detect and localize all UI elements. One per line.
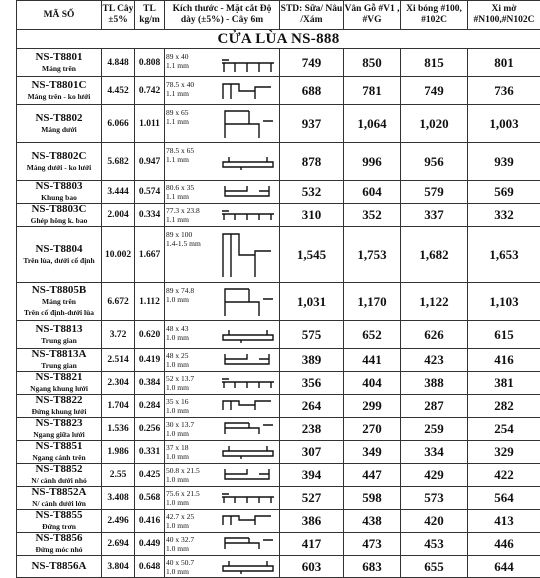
weight-bar: 2.55: [102, 464, 135, 487]
profile-thickness: 1.1 mm: [166, 117, 212, 126]
profile-thickness: 1.1 mm: [166, 61, 212, 70]
profile-thickness: 1.1 mm: [166, 89, 212, 98]
dimension-cell: [165, 49, 280, 77]
dimension-text: [166, 558, 212, 576]
product-code-cell: [17, 321, 102, 349]
col-van-go: Vân Gỗ #V1 , #VG: [344, 1, 401, 30]
product-name: Máng dưới - ko lưới: [17, 162, 101, 173]
price-van-go: 270: [344, 418, 401, 441]
weight-kgm: 0.384: [135, 372, 165, 395]
price-xi-mo: 801: [468, 49, 540, 77]
product-code: NS-T8852: [17, 464, 101, 475]
dimension-cell: [165, 510, 280, 533]
price-xi-mo: 381: [468, 372, 540, 395]
dimension-text: [166, 52, 212, 70]
product-name: Đứng khung lưới: [17, 406, 101, 417]
dimension-text: [166, 535, 212, 553]
product-code-cell: [17, 487, 102, 510]
weight-bar: 6.066: [102, 105, 135, 143]
table-row: [17, 487, 540, 510]
price-xi-bong: 429: [401, 464, 468, 487]
product-code-cell: [17, 349, 102, 372]
price-std: 238: [280, 418, 344, 441]
price-xi-mo: 1,103: [468, 283, 540, 321]
price-xi-bong: 453: [401, 533, 468, 556]
product-code: NS-T8852A: [17, 487, 101, 498]
weight-bar: 1.536: [102, 418, 135, 441]
col-xi-mo: Xi mờ #N100,#N102C: [468, 1, 540, 30]
price-xi-bong: 749: [401, 77, 468, 105]
dimension-cell: [165, 464, 280, 487]
table-row: [17, 349, 540, 372]
dimension-cell: [165, 556, 280, 578]
section-row: [17, 30, 540, 49]
profile-size: 48 x 43: [166, 324, 212, 333]
profile-thickness: 1.0 mm: [166, 406, 212, 415]
product-code: NS-T8802: [17, 113, 101, 124]
product-name: Máng trên: [17, 63, 101, 74]
product-code-cell: [17, 227, 102, 283]
profile-size: 89 x 74.8: [166, 286, 212, 295]
profile-icon: [219, 443, 277, 459]
profile-thickness: 1.1 mm: [166, 215, 212, 224]
price-xi-mo: 332: [468, 204, 540, 227]
table-row: [17, 204, 540, 227]
weight-kgm: 0.425: [135, 464, 165, 487]
price-van-go: 996: [344, 143, 401, 181]
product-code: NS-T8856A: [17, 561, 101, 572]
price-std: 532: [280, 181, 344, 204]
price-van-go: 781: [344, 77, 401, 105]
dimension-cell: [165, 143, 280, 181]
product-code-cell: [17, 510, 102, 533]
dimension-text: [166, 351, 212, 369]
product-code-cell: [17, 143, 102, 181]
product-code-cell: [17, 418, 102, 441]
weight-kgm: 0.334: [135, 204, 165, 227]
weight-kgm: 0.416: [135, 510, 165, 533]
price-std: 307: [280, 441, 344, 464]
price-std: 310: [280, 204, 344, 227]
weight-kgm: 0.574: [135, 181, 165, 204]
product-code-cell: [17, 556, 102, 578]
price-xi-mo: 615: [468, 321, 540, 349]
weight-bar: 3.72: [102, 321, 135, 349]
profile-thickness: 1.0 mm: [166, 360, 212, 369]
product-code: NS-T8856: [17, 533, 101, 544]
product-name: N/ cánh dưới lớn: [17, 498, 101, 509]
table-row: [17, 181, 540, 204]
profile-size: 77.3 x 23.8: [166, 206, 212, 215]
profile-thickness: 1.0 mm: [166, 475, 212, 484]
dimension-text: [166, 512, 212, 530]
price-van-go: 604: [344, 181, 401, 204]
weight-kgm: 0.256: [135, 418, 165, 441]
price-xi-bong: 573: [401, 487, 468, 510]
product-code: NS-T8801C: [17, 80, 101, 91]
price-xi-mo: 446: [468, 533, 540, 556]
dimension-text: [166, 443, 212, 461]
product-code: NS-T8821: [17, 372, 101, 383]
price-std: 264: [280, 395, 344, 418]
table-row: [17, 556, 540, 578]
price-std: 394: [280, 464, 344, 487]
price-xi-mo: 736: [468, 77, 540, 105]
price-std: 527: [280, 487, 344, 510]
profile-size: 89 x 65: [166, 108, 212, 117]
product-code-cell: [17, 204, 102, 227]
product-code: NS-T8851: [17, 441, 101, 452]
weight-bar: 2.004: [102, 204, 135, 227]
col-dims: Kích thước - Mặt cắt Độ dày (±5%) - Cây 6m: [165, 1, 280, 30]
profile-thickness: 1.4-1.5 mm: [166, 239, 212, 248]
profile-icon: [219, 324, 277, 346]
price-van-go: 299: [344, 395, 401, 418]
dimension-text: [166, 146, 212, 164]
col-code: MÃ SỐ: [17, 1, 102, 30]
dimension-text: [166, 489, 212, 507]
product-code: NS-T8805B: [17, 285, 101, 296]
product-name: Máng trên - ko lưới: [17, 91, 101, 102]
profile-thickness: 1.0 mm: [166, 567, 212, 576]
profile-icon: [219, 52, 277, 74]
product-name: Ngang giữa lưới: [17, 429, 101, 440]
weight-kgm: 0.742: [135, 77, 165, 105]
table-row: [17, 227, 540, 283]
profile-thickness: 1.0 mm: [166, 521, 212, 530]
price-xi-bong: 626: [401, 321, 468, 349]
table-row: [17, 321, 540, 349]
dimension-text: [166, 108, 212, 126]
price-xi-mo: 282: [468, 395, 540, 418]
product-code-cell: [17, 283, 102, 321]
profile-icon: [219, 512, 277, 528]
price-xi-bong: 420: [401, 510, 468, 533]
profile-icon: [219, 286, 277, 318]
profile-thickness: 1.0 mm: [166, 498, 212, 507]
weight-bar: 3.444: [102, 181, 135, 204]
profile-icon: [219, 397, 277, 413]
profile-icon: [219, 230, 277, 280]
section-title: CỬA LÙA NS-888: [17, 30, 540, 49]
product-code-cell: [17, 533, 102, 556]
dimension-cell: [165, 372, 280, 395]
price-van-go: 349: [344, 441, 401, 464]
dimension-text: [166, 374, 212, 392]
price-xi-mo: 422: [468, 464, 540, 487]
weight-bar: 2.694: [102, 533, 135, 556]
price-std: 575: [280, 321, 344, 349]
dimension-cell: [165, 441, 280, 464]
table-row: [17, 49, 540, 77]
product-code: NS-T8803: [17, 181, 101, 192]
product-name: Trung gian: [17, 335, 101, 346]
price-xi-mo: 329: [468, 441, 540, 464]
dimension-cell: [165, 227, 280, 283]
weight-kgm: 0.568: [135, 487, 165, 510]
product-code: NS-T8802C: [17, 151, 101, 162]
dimension-cell: [165, 204, 280, 227]
col-tl-bar: TL Cây ±5%: [102, 1, 135, 30]
profile-icon: [219, 80, 277, 102]
table-row: [17, 510, 540, 533]
table-row: [17, 105, 540, 143]
weight-kgm: 0.620: [135, 321, 165, 349]
profile-icon: [219, 466, 277, 482]
dimension-text: [166, 286, 212, 304]
profile-size: 89 x 100: [166, 230, 212, 239]
weight-kgm: 1.011: [135, 105, 165, 143]
weight-bar: 4.452: [102, 77, 135, 105]
profile-thickness: 1.0 mm: [166, 429, 212, 438]
profile-icon: [219, 146, 277, 178]
dimension-cell: [165, 487, 280, 510]
profile-size: 80.6 x 35: [166, 183, 212, 192]
price-xi-bong: 579: [401, 181, 468, 204]
weight-bar: 3.804: [102, 556, 135, 578]
product-name: Ghép hông k. bao: [17, 215, 101, 226]
price-xi-bong: 1,020: [401, 105, 468, 143]
product-name: Máng dưới: [17, 124, 101, 135]
profile-icon: [219, 558, 277, 574]
weight-bar: 4.848: [102, 49, 135, 77]
dimension-cell: [165, 418, 280, 441]
price-van-go: 1,064: [344, 105, 401, 143]
dimension-text: [166, 466, 212, 484]
price-std: 1,031: [280, 283, 344, 321]
product-name: Máng trên: [17, 296, 101, 307]
weight-bar: 1.986: [102, 441, 135, 464]
weight-kgm: 1.667: [135, 227, 165, 283]
dimension-text: [166, 420, 212, 438]
product-code-cell: [17, 105, 102, 143]
table-row: [17, 441, 540, 464]
product-code-cell: [17, 77, 102, 105]
price-xi-bong: 815: [401, 49, 468, 77]
table-row: [17, 464, 540, 487]
profile-size: 35 x 16: [166, 397, 212, 406]
profile-size: 42.7 x 25: [166, 512, 212, 521]
weight-bar: 5.682: [102, 143, 135, 181]
profile-size: 52 x 13.7: [166, 374, 212, 383]
table-row: [17, 143, 540, 181]
weight-bar: 2.496: [102, 510, 135, 533]
price-xi-mo: 413: [468, 510, 540, 533]
profile-size: 50.8 x 21.5: [166, 466, 212, 475]
product-code: NS-T8804: [17, 244, 101, 255]
price-xi-mo: 254: [468, 418, 540, 441]
product-code: NS-T8823: [17, 418, 101, 429]
price-van-go: 598: [344, 487, 401, 510]
profile-size: 30 x 13.7: [166, 420, 212, 429]
price-xi-bong: 337: [401, 204, 468, 227]
price-std: 417: [280, 533, 344, 556]
dimension-cell: [165, 283, 280, 321]
table-row: [17, 77, 540, 105]
price-xi-bong: 956: [401, 143, 468, 181]
price-van-go: 438: [344, 510, 401, 533]
price-xi-mo: 644: [468, 556, 540, 578]
price-van-go: 447: [344, 464, 401, 487]
profile-thickness: 1.1 mm: [166, 192, 212, 201]
product-name: Đứng trơn: [17, 521, 101, 532]
price-table: [16, 0, 540, 578]
weight-bar: 2.304: [102, 372, 135, 395]
table-row: [17, 395, 540, 418]
profile-icon: [219, 374, 277, 390]
profile-thickness: 1.1 mm: [166, 155, 212, 164]
price-van-go: 683: [344, 556, 401, 578]
product-name: Đứng móc nhỏ: [17, 544, 101, 555]
profile-thickness: 1.0 mm: [166, 295, 212, 304]
col-tl-kgm: TL kg/m: [135, 1, 165, 30]
price-xi-mo: 939: [468, 143, 540, 181]
product-name-2: Trên cố định-dưới lùa: [17, 307, 101, 318]
price-std: 878: [280, 143, 344, 181]
col-std: STD: Sữa/ Nâu /Xám: [280, 1, 344, 30]
table-row: [17, 283, 540, 321]
product-code-cell: [17, 464, 102, 487]
profile-size: 37 x 18: [166, 443, 212, 452]
price-std: 1,545: [280, 227, 344, 283]
price-xi-bong: 1,682: [401, 227, 468, 283]
profile-icon: [219, 420, 277, 436]
product-code: NS-T8813A: [17, 349, 101, 360]
price-std: 386: [280, 510, 344, 533]
weight-bar: 3.408: [102, 487, 135, 510]
product-name: Ngang khung lưới: [17, 383, 101, 394]
dimension-cell: [165, 321, 280, 349]
product-name: Trung gian: [17, 360, 101, 371]
table-row: [17, 418, 540, 441]
price-van-go: 1,170: [344, 283, 401, 321]
product-code: NS-T8803C: [17, 204, 101, 215]
dimension-cell: [165, 533, 280, 556]
weight-bar: 10.002: [102, 227, 135, 283]
profile-size: 75.6 x 21.5: [166, 489, 212, 498]
price-van-go: 404: [344, 372, 401, 395]
price-std: 389: [280, 349, 344, 372]
profile-size: 78.5 x 65: [166, 146, 212, 155]
dimension-text: [166, 324, 212, 342]
dimension-cell: [165, 181, 280, 204]
price-van-go: 850: [344, 49, 401, 77]
profile-size: 48 x 25: [166, 351, 212, 360]
table-row: [17, 533, 540, 556]
price-van-go: 652: [344, 321, 401, 349]
dimension-text: [166, 80, 212, 98]
price-van-go: 352: [344, 204, 401, 227]
price-std: 356: [280, 372, 344, 395]
price-xi-bong: 1,122: [401, 283, 468, 321]
price-xi-bong: 423: [401, 349, 468, 372]
price-std: 937: [280, 105, 344, 143]
weight-kgm: 0.648: [135, 556, 165, 578]
profile-thickness: 1.0 mm: [166, 383, 212, 392]
price-van-go: 1,753: [344, 227, 401, 283]
price-xi-mo: 564: [468, 487, 540, 510]
product-code-cell: [17, 372, 102, 395]
weight-bar: 1.704: [102, 395, 135, 418]
dimension-cell: [165, 349, 280, 372]
price-xi-bong: 655: [401, 556, 468, 578]
price-van-go: 441: [344, 349, 401, 372]
profile-thickness: 1.0 mm: [166, 544, 212, 553]
dimension-text: [166, 397, 212, 415]
profile-thickness: 1.0 mm: [166, 333, 212, 342]
price-std: 688: [280, 77, 344, 105]
weight-kgm: 0.947: [135, 143, 165, 181]
price-xi-mo: 416: [468, 349, 540, 372]
profile-icon: [219, 183, 277, 199]
product-code-cell: [17, 49, 102, 77]
product-code-cell: [17, 181, 102, 204]
col-xi-bong: Xi bóng #100, #102C: [401, 1, 468, 30]
weight-kgm: 0.284: [135, 395, 165, 418]
weight-kgm: 0.808: [135, 49, 165, 77]
price-sheet: [16, 0, 540, 578]
weight-kgm: 0.419: [135, 349, 165, 372]
header-row: [17, 1, 540, 30]
weight-bar: 6.672: [102, 283, 135, 321]
price-xi-bong: 334: [401, 441, 468, 464]
profile-icon: [219, 489, 277, 505]
dimension-cell: [165, 77, 280, 105]
price-std: 603: [280, 556, 344, 578]
profile-icon: [219, 108, 277, 140]
price-xi-mo: 1,003: [468, 105, 540, 143]
dimension-text: [166, 230, 212, 248]
profile-icon: [219, 535, 277, 551]
profile-icon: [219, 206, 277, 222]
profile-size: 40 x 50.7: [166, 558, 212, 567]
price-xi-bong: 259: [401, 418, 468, 441]
price-xi-bong: 388: [401, 372, 468, 395]
dimension-cell: [165, 395, 280, 418]
product-name: Trên lùa, dưới cố định: [17, 255, 101, 266]
profile-thickness: 1.0 mm: [166, 452, 212, 461]
profile-size: 89 x 40: [166, 52, 212, 61]
price-xi-mo: 569: [468, 181, 540, 204]
product-code-cell: [17, 441, 102, 464]
product-name: Khung bao: [17, 192, 101, 203]
dimension-cell: [165, 105, 280, 143]
price-van-go: 473: [344, 533, 401, 556]
product-code: NS-T8801: [17, 52, 101, 63]
dimension-text: [166, 183, 212, 201]
product-name: N/ cánh dưới nhỏ: [17, 475, 101, 486]
price-xi-bong: 287: [401, 395, 468, 418]
weight-kgm: 1.112: [135, 283, 165, 321]
product-code: NS-T8813: [17, 324, 101, 335]
product-code-cell: [17, 395, 102, 418]
profile-size: 40 x 32.7: [166, 535, 212, 544]
profile-size: 78.5 x 40: [166, 80, 212, 89]
price-xi-mo: 1,653: [468, 227, 540, 283]
product-name: Ngang cánh trên: [17, 452, 101, 463]
weight-kgm: 0.331: [135, 441, 165, 464]
weight-kgm: 0.449: [135, 533, 165, 556]
product-code: NS-T8855: [17, 510, 101, 521]
price-std: 749: [280, 49, 344, 77]
profile-icon: [219, 351, 277, 367]
product-code: NS-T8822: [17, 395, 101, 406]
dimension-text: [166, 206, 212, 224]
weight-bar: 2.514: [102, 349, 135, 372]
table-row: [17, 372, 540, 395]
